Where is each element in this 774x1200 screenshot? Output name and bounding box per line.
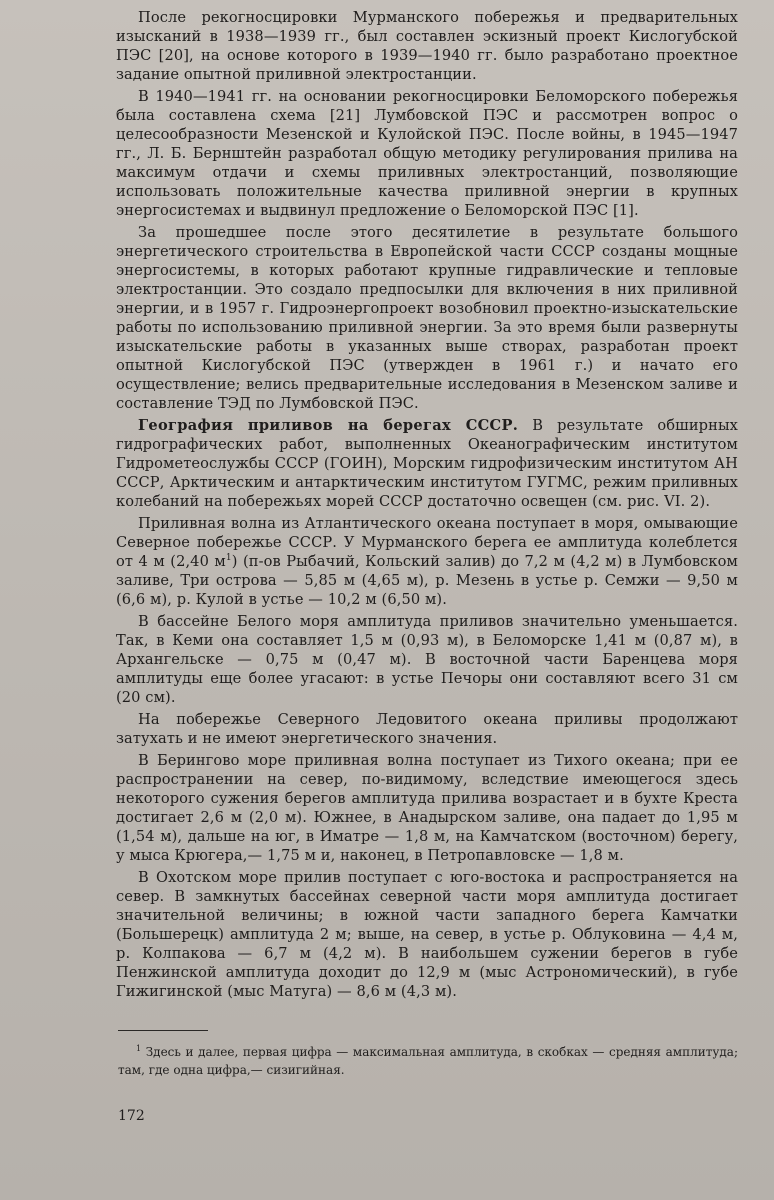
section-heading: География приливов на берегах СССР. [138,417,519,434]
section-paragraph [116,416,738,511]
paragraph-text: ) (п-ов Рыбачий, Кольский залив) до 7,2 м (4,2 м) в Лумбовском заливе, Три острова — 5,85 м (4,65 м), р. Мезень в устье р. Семжи — 9,50 м (6,6 м), р. Кулой в устье — 10,2 м (6,50 м). [116,553,738,608]
paragraph: В 1940—1941 гг. на основании рекогносцировки Беломорского побережья была составлена схема [21] Лумбовской ПЭС и рассмотрен вопрос о целесообразности Мезенской и Кулойской ПЭС. После войны, в 1945—1947 гг., Л. Б. Бернштейн разработал общую методику регулирования прилива на максимум отдачи и схемы приливных электростанций, позволяющие использовать положительные качества приливной энергии в крупных энергосистемах и выдвинул предложение о Беломорской ПЭС [1]. [116,88,738,219]
footnote [118,1040,738,1079]
footnote-mark: 1 [136,1044,142,1053]
footnote-reference: 1 [225,553,232,564]
footnote-divider [118,1030,208,1031]
paragraph [116,514,738,609]
paragraph-text: Приливная волна из Атлантического океана поступает в моря, омывающие Северное побережье СССР. У Мурманского берега ее амплитуда колеблется от 4 м (2,40 м [116,515,738,570]
paragraph: После рекогносцировки Мурманского побережья и предварительных изысканий в 1938—1939 гг., был составлен эскизный проект Кислогубской ПЭС [20], на основе которого в 1939—1940 гг. было разработано проектное задание опытной приливной электростанции. [116,9,738,83]
footnote-text: Здесь и далее, первая цифра — максимальная амплитуда, в скобках — средняя амплитуда; там, где одна цифра,— сизигийная. [118,1045,738,1077]
main-text [116,8,738,1004]
paragraph: В бассейне Белого моря амплитуда приливов значительно уменьшается. Так, в Кеми она составляет 1,5 м (0,93 м), в Беломорске 1,41 м (0,87 м), в Архангельске — 0,75 м (0,47 м). В восточной части Баренцева моря амплитуды еще более угасают: в устье Печоры они составляют всего 31 см (20 см). [116,613,738,706]
paragraph: В Охотском море прилив поступает с юго-востока и распространяется на север. В замкнутых бассейнах северной части моря амплитуда достигает значительной величины; в южной части западного берега Камчатки (Большерецк) амплитуда 2 м; выше, на север, в устье р. Облуковина — 4,4 м, р. Колпакова — 6,7 м (4,2 м). В наибольшем сужении берегов в губе Пенжинской амплитуда доходит до 12,9 м (мыс Астрономический), в губе Гижигинской (мыс Матуга) — 8,6 м (4,3 м). [116,869,738,1000]
section-text: В результате обширных гидрографических работ, выполненных Океанографическим институтом Гидрометеослужбы СССР (ГОИН), Морским гидрофизическим институтом АН СССР, Арктическим и антарктическим институтом ГУГМС, режим приливных колебаний на побережьях морей СССР достаточно освещен (см. рис. VI. 2). [116,417,738,510]
paragraph: За прошедшее после этого десятилетие в результате большого энергетического строительства в Европейской части СССР созданы мощные энергосистемы, в которых работают крупные гидравлические и тепловые электростанции. Это создало предпосылки для включения в них приливной энергии, и в 1957 г. Гидроэнергопроект возобновил проектно-изыскательские работы по использованию приливной энергии. За это время были развернуты изыскательские работы в указанных выше створах, разработан проект опытной Кислогубской ПЭС (утвержден в 1961 г.) и начато его осуществление; велись предварительные исследования в Мезенском заливе и составление ТЭД по Лумбовской ПЭС. [116,224,738,412]
paragraph: На побережье Северного Ледовитого океана приливы продолжают затухать и не имеют энергетического значения. [116,711,738,747]
paragraph: В Берингово море приливная волна поступает из Тихого океана; при ее распространении на север, по-видимому, вследствие имеющегося здесь некоторого сужения берегов амплитуда прилива возрастает и в бухте Креста достигает 2,6 м (2,0 м). Южнее, в Анадырском заливе, она падает до 1,95 м (1,54 м), дальше на юг, в Иматре — 1,8 м, на Камчатском (восточном) берегу, у мыса Крюгера,— 1,75 м и, наконец, в Петропавловске — 1,8 м. [116,752,738,864]
page-number: 172 [118,1108,145,1124]
